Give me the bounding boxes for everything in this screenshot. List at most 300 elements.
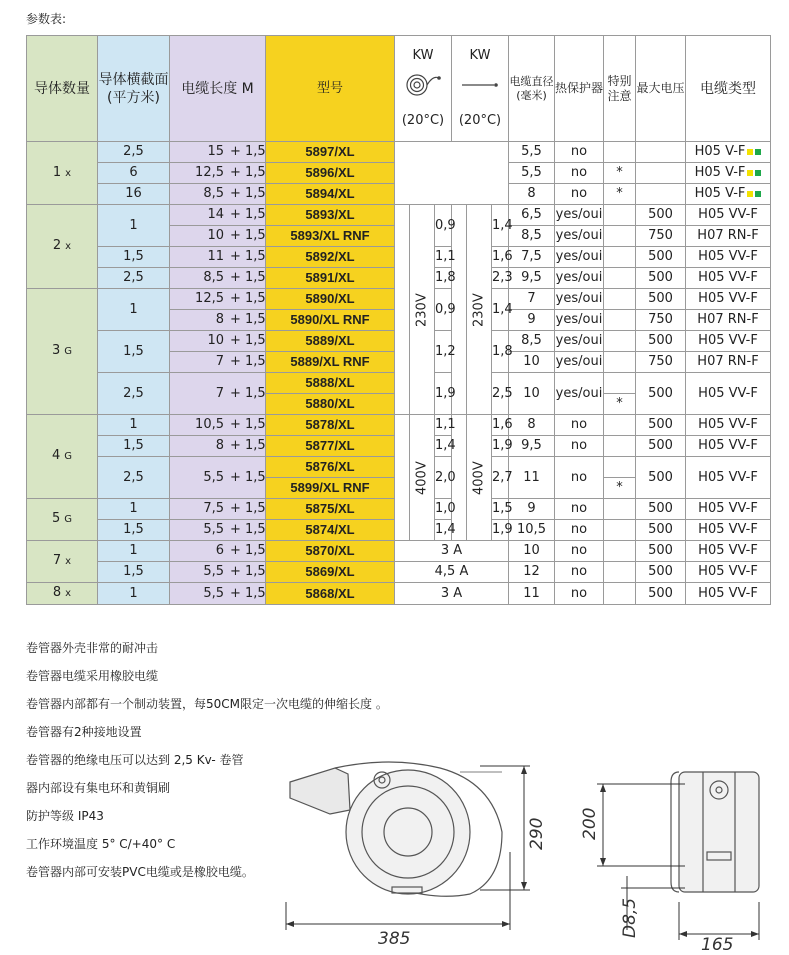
conductor-count-suffix: G: [64, 514, 73, 525]
conductor-count: [27, 142, 98, 205]
cable-type-cell: [686, 499, 771, 520]
cable-type-cell: [686, 331, 771, 352]
diameter-cell: 9,5: [509, 268, 555, 289]
length-extension: + 1,5: [230, 564, 266, 579]
kw-unreeled-cell: 1,5: [492, 499, 509, 520]
conductor-count-suffix: x: [65, 556, 72, 567]
kw-unreeled-cell: 1,4: [492, 205, 509, 247]
length-extension: + 1,5: [230, 165, 266, 180]
note-item: 防护等级 IP43: [26, 809, 104, 823]
diameter-cell: 8,5: [509, 331, 555, 352]
model-cell: 5890/XL: [266, 289, 395, 310]
depth-dimension: 165: [701, 935, 734, 955]
kw-reeled-cell: 1,8: [435, 268, 452, 289]
thermal-cell: no: [555, 436, 604, 457]
cable-type-cell: [686, 226, 771, 247]
table-row: [27, 205, 771, 226]
table-row: [27, 562, 771, 583]
section-cell: 2,5: [98, 373, 170, 415]
length-cell: [170, 184, 266, 205]
section-cell: 1,5: [98, 436, 170, 457]
conductor-count-number: 5: [51, 511, 61, 526]
length-extension: + 1,5: [230, 585, 266, 601]
kw-unreeled-cell: 1,8: [492, 331, 509, 373]
green-square-icon: [755, 191, 761, 197]
header-conductors: 导体数量: [27, 36, 98, 142]
length-value: 10: [207, 228, 224, 243]
special-note-cell: [604, 289, 636, 310]
max-voltage-cell: 500: [636, 205, 686, 226]
length-cell: [170, 289, 266, 310]
length-cell: [170, 331, 266, 352]
max-voltage-cell: 500: [636, 541, 686, 562]
length-cell: [170, 520, 266, 541]
length-extension: + 1,5: [230, 522, 266, 537]
length-cell: [170, 562, 266, 583]
thermal-cell: no: [555, 562, 604, 583]
special-note-cell: [604, 268, 636, 289]
table-row: [27, 583, 771, 605]
max-voltage-cell: 750: [636, 352, 686, 373]
length-extension: + 1,5: [230, 228, 266, 243]
model-cell: 5893/XL RNF: [266, 226, 395, 247]
voltage-label-230: 230V: [467, 205, 492, 415]
special-note-cell: [604, 520, 636, 541]
kw-reeled-cell: 1,1: [435, 247, 452, 268]
special-note-cell: [604, 226, 636, 247]
kw-reeled-cell: 0,9: [435, 289, 452, 331]
model-cell: 5891/XL: [266, 268, 395, 289]
length-extension: + 1,5: [230, 501, 266, 516]
length-value: 6: [215, 543, 224, 558]
header-cable-type: 电缆类型: [686, 36, 771, 142]
thermal-cell: yes/oui: [555, 247, 604, 268]
model-cell: 5876/XL: [266, 457, 395, 478]
special-note-cell: [604, 499, 636, 520]
section-cell: 1,5: [98, 331, 170, 373]
model-cell: 5868/XL: [266, 583, 395, 605]
conductor-count-number: 2: [52, 238, 62, 253]
cable-type-cell: [686, 142, 771, 163]
special-note-cell: [604, 331, 636, 352]
model-cell: 5896/XL: [266, 163, 395, 184]
length-value: 11: [207, 249, 224, 264]
kw-unreeled-cell: 1,6: [492, 247, 509, 268]
diameter-cell: 10: [509, 352, 555, 373]
table-caption: 参数表:: [26, 12, 67, 26]
diameter-cell: 10: [509, 373, 555, 415]
cable-type-value: H05 VV-F: [698, 385, 758, 401]
model-cell: 5893/XL: [266, 205, 395, 226]
thermal-cell: no: [555, 142, 604, 163]
kw-reeled-cell: 2,0: [435, 457, 452, 499]
cable-type-cell: [686, 562, 771, 583]
special-note-cell: [604, 373, 636, 394]
special-note-cell: [604, 562, 636, 583]
width-dimension: 385: [378, 929, 411, 949]
section-cell: 2,5: [98, 268, 170, 289]
kw-reeled-cell: 0,9: [435, 205, 452, 247]
cable-type-value: H07 RN-F: [697, 228, 759, 243]
model-cell: 5888/XL: [266, 373, 395, 394]
cable-type-cell: [686, 436, 771, 457]
diameter-cell: 7,5: [509, 247, 555, 268]
table-row: [27, 541, 771, 562]
length-value: 15: [207, 144, 224, 159]
length-extension: + 1,5: [230, 186, 266, 201]
kw-unreeled-cell: 2,7: [492, 457, 509, 499]
conductor-count: [27, 205, 98, 289]
special-note-cell: [604, 457, 636, 478]
length-cell: [170, 352, 266, 373]
length-value: 8,5: [203, 186, 224, 201]
special-note-cell: [604, 352, 636, 373]
conductor-count-suffix: G: [64, 451, 73, 462]
conductor-count-suffix: G: [64, 346, 73, 357]
model-cell: 5899/XL RNF: [266, 478, 395, 499]
thermal-cell: no: [555, 163, 604, 184]
height-dimension: 290: [527, 817, 547, 850]
model-cell: 5889/XL RNF: [266, 352, 395, 373]
kw-unreeled-cell: 1,9: [492, 436, 509, 457]
note-item: 卷管器内部可安装PVC电缆或是橡胶电缆。: [26, 865, 254, 879]
green-square-icon: [755, 149, 761, 155]
diameter-cell: 8: [509, 415, 555, 436]
cable-type-value: H05 VV-F: [698, 585, 758, 601]
section-cell: 6: [98, 163, 170, 184]
length-extension: + 1,5: [230, 270, 266, 285]
cable-type-value: H05 V-F: [694, 186, 746, 201]
length-extension: + 1,5: [230, 207, 266, 222]
cable-type-cell: [686, 247, 771, 268]
note-item: 卷管器有2种接地设置: [26, 725, 142, 739]
max-voltage-cell: [636, 184, 686, 205]
kw-reeled-cell: 1,4: [435, 520, 452, 541]
max-voltage-cell: 500: [636, 499, 686, 520]
conductor-count-suffix: x: [65, 241, 72, 252]
section-cell: 1: [98, 583, 170, 605]
thermal-cell: yes/oui: [555, 352, 604, 373]
max-voltage-cell: 750: [636, 226, 686, 247]
thermal-cell: yes/oui: [555, 268, 604, 289]
diameter-cell: 7: [509, 289, 555, 310]
model-cell: 5870/XL: [266, 541, 395, 562]
thermal-cell: no: [555, 457, 604, 499]
special-note-cell: [604, 436, 636, 457]
special-note-cell: [604, 142, 636, 163]
special-note-cell: *: [604, 184, 636, 205]
length-extension: + 1,5: [230, 249, 266, 264]
max-voltage-cell: 500: [636, 289, 686, 310]
cable-type-value: H05 VV-F: [698, 438, 758, 453]
cable-type-value: H07 RN-F: [697, 354, 759, 369]
cable-type-cell: [686, 289, 771, 310]
conductor-count: [27, 499, 98, 541]
diameter-cell: 8: [509, 184, 555, 205]
model-cell: 5869/XL: [266, 562, 395, 583]
diameter-cell: 10,5: [509, 520, 555, 541]
cable-type-value: H05 VV-F: [698, 417, 758, 432]
model-cell: 5892/XL: [266, 247, 395, 268]
cable-type-value: H05 VV-F: [698, 249, 758, 264]
conductor-count: [27, 583, 98, 605]
length-extension: + 1,5: [230, 385, 266, 401]
cable-type-cell: [686, 373, 771, 415]
header-row: [27, 36, 771, 142]
max-voltage-cell: 500: [636, 331, 686, 352]
length-value: 5,5: [203, 564, 224, 579]
cable-type-value: H05 VV-F: [698, 522, 758, 537]
length-value: 12,5: [195, 165, 224, 180]
section-cell: 1: [98, 205, 170, 247]
header-kw-unreeled: KW (20°C): [452, 36, 509, 142]
cable-type-value: H05 VV-F: [698, 543, 758, 558]
length-value: 8,5: [203, 270, 224, 285]
note-item: 卷管器电缆采用橡胶电缆: [26, 669, 159, 683]
diameter-cell: 11: [509, 583, 555, 605]
header-thermal: 热保护器: [555, 36, 604, 142]
spec-table: [26, 35, 771, 605]
header-max-voltage: 最大电压: [636, 36, 686, 142]
cable-type-value: H05 VV-F: [698, 564, 758, 579]
length-value: 5,5: [203, 469, 224, 485]
length-extension: + 1,5: [230, 144, 266, 159]
length-cell: [170, 310, 266, 331]
length-cell: [170, 247, 266, 268]
header-diameter: 电缆直径 (毫米): [509, 36, 555, 142]
model-cell: 5897/XL: [266, 142, 395, 163]
cable-type-value: H05 VV-F: [698, 207, 758, 222]
cable-type-value: H05 VV-F: [698, 291, 758, 306]
cable-type-cell: [686, 352, 771, 373]
section-cell: 1: [98, 415, 170, 436]
note-item: 器内部设有集电环和黄铜刷: [26, 781, 171, 795]
max-voltage-cell: 500: [636, 268, 686, 289]
conductor-count-number: 1: [52, 164, 62, 180]
length-value: 14: [207, 207, 224, 222]
max-voltage-cell: 500: [636, 247, 686, 268]
kw-unreeled-cell: 1,4: [492, 289, 509, 331]
length-cell: [170, 499, 266, 520]
voltage-label-230: 230V: [410, 205, 435, 415]
section-cell: 1,5: [98, 520, 170, 541]
thermal-cell: yes/oui: [555, 226, 604, 247]
cable-type-cell: [686, 163, 771, 184]
kw-reeled-cell: 1,9: [435, 373, 452, 415]
conductor-count: [27, 289, 98, 415]
section-cell: 1: [98, 289, 170, 331]
length-extension: + 1,5: [230, 354, 266, 369]
thermal-cell: yes/oui: [555, 373, 604, 415]
cable-type-cell: [686, 583, 771, 605]
length-cell: [170, 583, 266, 605]
cable-type-cell: [686, 415, 771, 436]
length-cell: [170, 457, 266, 499]
cable-type-cell: [686, 268, 771, 289]
length-value: 8: [215, 438, 224, 453]
cable-type-cell: [686, 541, 771, 562]
length-extension: + 1,5: [230, 291, 266, 306]
cable-type-cell: [686, 457, 771, 499]
section-cell: 2,5: [98, 142, 170, 163]
model-cell: 5877/XL: [266, 436, 395, 457]
cable-type-value: H05 VV-F: [698, 469, 758, 485]
note-item: 卷管器外壳非常的耐冲击: [26, 641, 159, 655]
amperage-cell: 3 A: [395, 541, 509, 562]
max-voltage-cell: 500: [636, 520, 686, 541]
length-cell: [170, 436, 266, 457]
cable-type-value: H05 VV-F: [698, 270, 758, 285]
header-special: 特别 注意: [604, 36, 636, 142]
length-extension: + 1,5: [230, 543, 266, 558]
model-cell: 5894/XL: [266, 184, 395, 205]
max-voltage-cell: 500: [636, 415, 686, 436]
max-voltage-cell: [636, 142, 686, 163]
conductor-count: [27, 415, 98, 499]
kw-empty: [395, 142, 509, 205]
cable-type-cell: [686, 310, 771, 331]
length-extension: + 1,5: [230, 438, 266, 453]
special-note-cell: *: [604, 478, 636, 499]
special-note-cell: [604, 541, 636, 562]
thermal-cell: yes/oui: [555, 331, 604, 352]
header-kw-reeled: KW (20°C): [395, 36, 452, 142]
thermal-cell: no: [555, 520, 604, 541]
note-item: 卷管器内部都有一个制动装置，每50CM限定一次电缆的伸缩长度 。: [26, 697, 388, 711]
length-value: 5,5: [203, 522, 224, 537]
model-cell: 5880/XL: [266, 394, 395, 415]
conductor-count-number: 8: [52, 585, 62, 600]
max-voltage-cell: 500: [636, 436, 686, 457]
special-note-cell: [604, 583, 636, 605]
yellow-square-icon: [747, 149, 753, 155]
table-row: [27, 415, 771, 436]
coiled-cable-icon: [403, 70, 443, 100]
conductor-count-number: 4: [51, 448, 61, 463]
kw-reeled-cell: 1,2: [435, 331, 452, 373]
length-cell: [170, 205, 266, 226]
length-value: 7,5: [203, 501, 224, 516]
length-value: 5,5: [203, 585, 224, 601]
diameter-cell: 8,5: [509, 226, 555, 247]
length-cell: [170, 373, 266, 415]
special-note-cell: [604, 415, 636, 436]
max-voltage-cell: 500: [636, 562, 686, 583]
length-value: 10: [207, 333, 224, 348]
length-cell: [170, 415, 266, 436]
inner-height-dimension: 200: [580, 807, 600, 840]
section-cell: 16: [98, 184, 170, 205]
thermal-cell: no: [555, 184, 604, 205]
diameter-cell: 5,5: [509, 163, 555, 184]
section-cell: 1,5: [98, 562, 170, 583]
diameter-cell: 6,5: [509, 205, 555, 226]
max-voltage-cell: 500: [636, 373, 686, 415]
special-note-cell: [604, 310, 636, 331]
special-note-cell: *: [604, 394, 636, 415]
kw-unreeled-cell: 2,5: [492, 373, 509, 415]
note-item: 工作环境温度 5° C/+40° C: [26, 837, 176, 851]
section-cell: 1: [98, 541, 170, 562]
length-value: 10,5: [195, 417, 224, 432]
section-cell: 1: [98, 499, 170, 520]
cable-type-value: H05 VV-F: [698, 333, 758, 348]
diameter-cell: 9: [509, 310, 555, 331]
length-value: 7: [215, 354, 224, 369]
header-length: 电缆长度 M: [170, 36, 266, 142]
cable-type-value: H07 RN-F: [697, 312, 759, 327]
diameter-cell: 9: [509, 499, 555, 520]
model-cell: 5874/XL: [266, 520, 395, 541]
conductor-count: [27, 541, 98, 583]
thermal-cell: no: [555, 415, 604, 436]
diameter-cell: 9,5: [509, 436, 555, 457]
conductor-count-suffix: x: [65, 167, 72, 179]
length-cell: [170, 163, 266, 184]
reel-front-view-drawing: [280, 752, 550, 952]
special-note-cell: *: [604, 163, 636, 184]
model-cell: 5878/XL: [266, 415, 395, 436]
amperage-cell: 4,5 A: [395, 562, 509, 583]
model-cell: 5889/XL: [266, 331, 395, 352]
length-cell: [170, 268, 266, 289]
conductor-count-number: 3: [51, 343, 61, 358]
cable-type-cell: [686, 520, 771, 541]
note-item: 卷管器的绝缘电压可以达到 2,5 Kv- 卷管: [26, 753, 244, 767]
max-voltage-cell: 500: [636, 583, 686, 605]
kw-reeled-cell: 1,0: [435, 499, 452, 520]
model-cell: 5890/XL RNF: [266, 310, 395, 331]
kw-reeled-cell: 1,4: [435, 436, 452, 457]
diameter-cell: 11: [509, 457, 555, 499]
max-voltage-cell: 750: [636, 310, 686, 331]
length-cell: [170, 541, 266, 562]
max-voltage-cell: [636, 163, 686, 184]
header-model: 型号: [266, 36, 395, 142]
model-cell: 5875/XL: [266, 499, 395, 520]
header-section: 导体横截面 (平方米): [98, 36, 170, 142]
mounting-hole-dimension: D8,5: [620, 897, 640, 938]
conductor-count-suffix: x: [65, 588, 72, 599]
length-value: 7: [215, 385, 224, 401]
reel-side-view-drawing: [575, 762, 775, 955]
thermal-cell: yes/oui: [555, 289, 604, 310]
cable-type-value: H05 V-F: [694, 165, 746, 180]
cable-type-cell: [686, 205, 771, 226]
special-note-cell: [604, 247, 636, 268]
special-note-cell: [604, 205, 636, 226]
kw-unreeled-cell: 1,9: [492, 520, 509, 541]
kw-reeled-cell: 1,1: [435, 415, 452, 436]
length-extension: + 1,5: [230, 469, 266, 485]
section-cell: 1,5: [98, 247, 170, 268]
section-cell: 2,5: [98, 457, 170, 499]
diameter-cell: 12: [509, 562, 555, 583]
thermal-cell: no: [555, 499, 604, 520]
yellow-square-icon: [747, 191, 753, 197]
amperage-cell: 3 A: [395, 583, 509, 605]
voltage-label-400: 400V: [410, 415, 435, 541]
cable-type-value: H05 VV-F: [698, 501, 758, 516]
kw-unreeled-cell: 2,3: [492, 268, 509, 289]
length-value: 8: [215, 312, 224, 327]
thermal-cell: yes/oui: [555, 205, 604, 226]
max-voltage-cell: 500: [636, 457, 686, 499]
conductor-count-number: 7: [52, 553, 62, 568]
length-value: 12,5: [195, 291, 224, 306]
thermal-cell: no: [555, 583, 604, 605]
thermal-cell: yes/oui: [555, 310, 604, 331]
